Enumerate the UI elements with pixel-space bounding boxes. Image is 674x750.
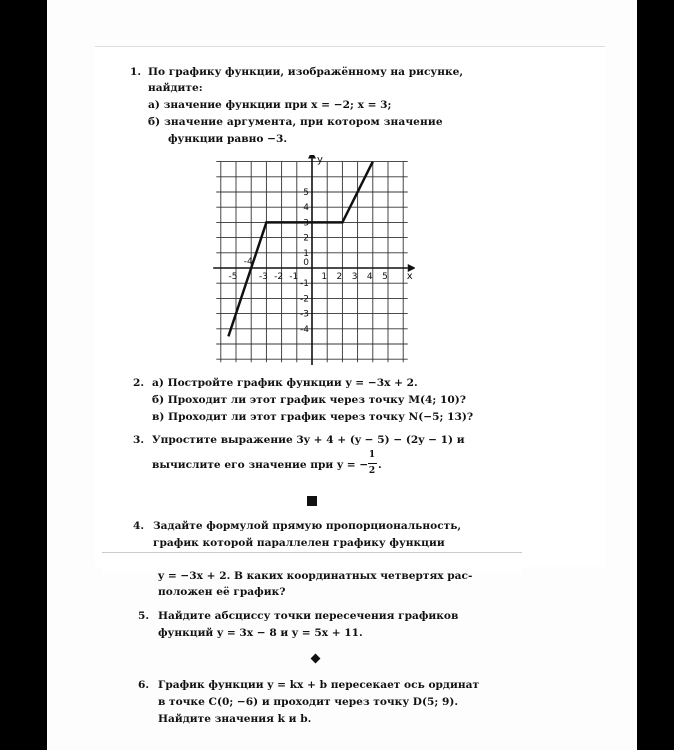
x-tick-label: -4 (243, 257, 253, 267)
task1-text: найдите: (148, 82, 203, 94)
task6-number: 6. (138, 679, 150, 691)
task2-number: 2. (133, 377, 145, 389)
x-axis-label: x (406, 271, 413, 282)
y-axis-arrow (308, 155, 316, 159)
task3-text: Упростите выражение 3y + 4 + (y − 5) − (2y − 1) и (152, 434, 465, 446)
task2-part-b: б) Проходит ли этот график через точку M(4; 10)? (152, 394, 466, 406)
x-tick-label: 3 (351, 272, 358, 282)
x-tick-label: 5 (382, 272, 388, 282)
task1-part-a: а) значение функции при x = −2; x = 3; (148, 99, 392, 111)
fraction-bar (368, 463, 377, 464)
task4-text: Задайте формулой прямую пропорциональность, (153, 520, 462, 532)
task6-text: в точке C(0; −6) и проходит через точку D(5; 9). (158, 696, 459, 708)
task1-part-b: б) значение аргумента, при котором значение (148, 116, 443, 128)
y-tick-label: -1 (300, 279, 309, 290)
y-tick-label: 1 (303, 248, 309, 259)
x-tick-label: 1 (321, 272, 328, 282)
y-tick-label: -2 (300, 294, 309, 305)
y-tick-label: 4 (303, 203, 309, 214)
y-tick-label: 3 (303, 218, 309, 229)
task4-text: y = −3x + 2. В каких координатных четвертях рас- (158, 570, 473, 582)
x-tick-label: -1 (289, 272, 299, 282)
y-tick-label: 2 (303, 233, 309, 244)
task5-text: Найдите абсциссу точки пересечения графиков (158, 610, 459, 622)
task1-part-b-cont: функции равно −3. (168, 133, 288, 145)
task6-text: Найдите значения k и b. (158, 713, 312, 725)
y-tick-label: -4 (300, 324, 309, 335)
y-tick-label: -3 (300, 309, 309, 320)
task1-text: По графику функции, изображённому на рисунке, (148, 66, 464, 78)
task1-number: 1. (130, 66, 142, 78)
function-graph (210, 155, 415, 365)
y-axis-label: y (317, 155, 323, 166)
task5-text: функций y = 3x − 8 и y = 5x + 11. (158, 627, 363, 639)
task2-part-a: а) Постройте график функции y = −3x + 2. (152, 377, 418, 389)
task4-text: положен её график? (158, 586, 286, 598)
task4-number: 4. (133, 520, 145, 532)
y-tick-label: 5 (303, 188, 309, 198)
task3-tail: . (378, 459, 382, 471)
task3-number: 3. (133, 434, 145, 446)
origin-label: 0 (303, 258, 309, 268)
task4-text: график которой параллелен графику функции (153, 537, 445, 549)
x-tick-label: 4 (366, 272, 373, 282)
x-tick-label: 2 (336, 272, 343, 282)
task2-part-c: в) Проходит ли этот график через точку N(−5; 13)? (152, 411, 474, 423)
x-tick-label: -5 (228, 272, 238, 282)
task5-number: 5. (138, 610, 150, 622)
task3-text: вычислите его значение при y = − (152, 459, 369, 471)
fraction-denominator: 2 (368, 466, 376, 476)
fraction-numerator: 1 (368, 450, 376, 460)
x-tick-label: -3 (258, 272, 268, 282)
black-square-marker (307, 496, 317, 506)
graph-tick-labels (229, 155, 413, 335)
task6-text: График функции y = kx + b пересекает ось ординат (158, 679, 480, 691)
x-tick-label: -2 (274, 272, 284, 282)
